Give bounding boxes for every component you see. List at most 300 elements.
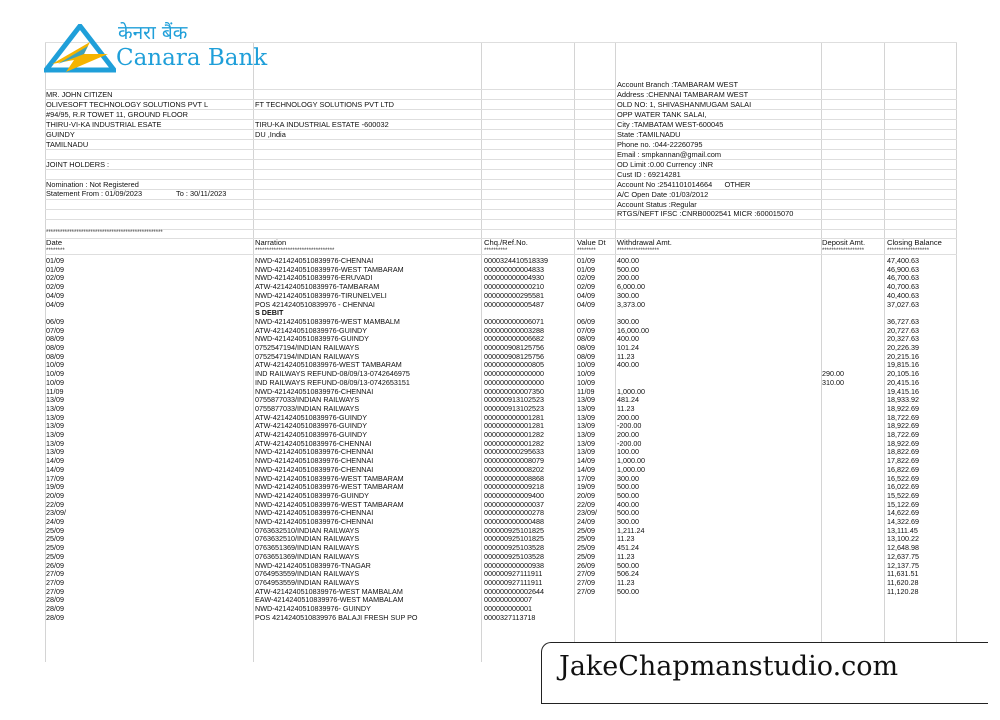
row-withdrawal: 1,000.00: [617, 457, 645, 466]
row-date: 25/09: [46, 535, 64, 544]
row-value-date: 13/09: [577, 404, 595, 413]
row-closing-balance: 46,900.63: [887, 265, 919, 274]
row-closing-balance: 46,700.63: [887, 274, 919, 283]
row-closing-balance: 19,815.16: [887, 361, 919, 370]
row-value-date: 10/09: [577, 361, 595, 370]
row-value-date: 25/09: [577, 526, 595, 535]
row-narration: ATW-4214240510839976-WEST MAMBALAM: [255, 587, 403, 596]
row-chq-ref: 000000000002644: [484, 587, 544, 596]
table-row: [0, 475, 1000, 483]
table-row: [0, 422, 1000, 430]
row-chq-ref: 000000000007: [484, 596, 532, 605]
row-withdrawal: 11.23: [617, 352, 635, 361]
table-row: [0, 327, 1000, 335]
table-row: [0, 388, 1000, 396]
row-narration: NWD-4214240510839976-GUINDY: [255, 491, 369, 500]
row-date: 04/09: [46, 291, 64, 300]
row-withdrawal: 500.00: [617, 561, 639, 570]
row-closing-balance: 11,620.28: [887, 578, 919, 587]
row-chq-ref: 000000000295633: [484, 448, 544, 457]
header-date: Date: [46, 238, 63, 247]
row-date: 26/09: [46, 561, 64, 570]
row-withdrawal: 11.23: [617, 578, 635, 587]
bank-name-english: Canara Bank: [116, 45, 268, 71]
row-withdrawal: 1,000.00: [617, 465, 645, 474]
row-narration: 0763651369/INDIAN RAILWAYS: [255, 552, 360, 561]
account-line: Account Status :Regular: [617, 200, 697, 209]
row-withdrawal: 200.00: [617, 431, 639, 439]
row-narration: 0752547194/INDIAN RAILWAYS: [255, 352, 360, 361]
row-withdrawal: 400.00: [617, 500, 639, 509]
row-narration: NWD-4214240510839976-CHENNAI: [255, 387, 374, 396]
table-row: [0, 405, 1000, 413]
table-row: [0, 396, 1000, 404]
row-chq-ref: 000000925101825: [484, 535, 544, 544]
row-value-date: 27/09: [577, 587, 595, 596]
row-chq-ref: 000000000006071: [484, 317, 544, 326]
row-closing-balance: 36,727.63: [887, 317, 919, 326]
row-narration: 0755877033/INDIAN RAILWAYS: [255, 396, 360, 405]
row-closing-balance: 16,022.69: [887, 483, 919, 492]
row-narration: 0763632510/INDIAN RAILWAYS: [255, 535, 360, 544]
row-value-date: 07/09: [577, 326, 595, 335]
customer-line: MR. JOHN CITIZEN: [46, 90, 113, 99]
row-closing-balance: 40,400.63: [887, 291, 919, 300]
row-value-date: 08/09: [577, 344, 595, 352]
table-row: [0, 414, 1000, 422]
row-withdrawal: 101.24: [617, 344, 639, 352]
account-line: Account No :2541101014664 OTHER: [617, 180, 751, 189]
row-closing-balance: 18,922.69: [887, 404, 919, 413]
table-row: [0, 518, 1000, 526]
account-line: OPP WATER TANK SALAI,: [617, 110, 707, 119]
table-row: [0, 292, 1000, 300]
row-chq-ref: 000000000008079: [484, 457, 544, 466]
table-row: [0, 257, 1000, 265]
header-narration: Narration: [255, 238, 287, 247]
separator-stars: **************************************************: [46, 230, 163, 236]
row-narration: NWD-4214240510839976-CHENNAI: [255, 518, 374, 526]
row-withdrawal: 11.23: [617, 404, 635, 413]
row-date: 25/09: [46, 544, 64, 553]
table-row: [0, 370, 1000, 378]
row-narration: ATW-4214240510839976-TAMBARAM: [255, 283, 380, 292]
row-narration: NWD-4214240510839976-CHENNAI: [255, 257, 374, 265]
row-withdrawal: 481.24: [617, 396, 639, 405]
row-chq-ref: 000000000006682: [484, 335, 544, 344]
row-date: 02/09: [46, 274, 64, 283]
header-withdrawal: Withdrawal Amt.: [617, 238, 672, 247]
table-row: [0, 431, 1000, 439]
row-withdrawal: 200.00: [617, 274, 639, 283]
row-withdrawal: 300.00: [617, 291, 639, 300]
row-date: 25/09: [46, 526, 64, 535]
row-date: 28/09: [46, 605, 64, 613]
row-narration: ATW-4214240510839976-CHENNAI: [255, 439, 372, 448]
row-chq-ref: 000000000000210: [484, 283, 544, 292]
row-closing-balance: 20,415.16: [887, 378, 919, 387]
row-narration: NWD-4214240510839976-CHENNAI: [255, 448, 374, 457]
row-narration: 0763632510/INDIAN RAILWAYS: [255, 526, 360, 535]
table-row: [0, 535, 1000, 543]
row-narration: 0763651369/INDIAN RAILWAYS: [255, 544, 360, 553]
row-value-date: 25/09: [577, 544, 595, 553]
account-line: City :TAMBATAM WEST-600045: [617, 120, 724, 129]
row-withdrawal: 400.00: [617, 257, 639, 265]
row-chq-ref: 000000925103528: [484, 552, 544, 561]
row-withdrawal: 16,000.00: [617, 326, 649, 335]
row-date: 27/09: [46, 578, 64, 587]
row-withdrawal: 1,000.00: [617, 387, 645, 396]
row-date: 13/09: [46, 413, 64, 422]
row-closing-balance: 13,100.22: [887, 535, 919, 544]
row-chq-ref: 000000000000000: [484, 370, 544, 379]
row-closing-balance: 12,137.75: [887, 561, 919, 570]
row-narration: ATW-4214240510839976-GUINDY: [255, 431, 368, 439]
header-deposit: Deposit Amt.: [822, 238, 866, 247]
row-chq-ref: 000000925103528: [484, 544, 544, 553]
row-value-date: 23/09/: [577, 509, 597, 518]
row-value-date: 01/09: [577, 257, 595, 265]
table-row: [0, 605, 1000, 613]
row-value-date: 04/09: [577, 300, 595, 309]
table-row: [0, 492, 1000, 500]
row-narration: ATW-4214240510839976-GUINDY: [255, 422, 368, 431]
row-value-date: 01/09: [577, 265, 595, 274]
row-narration: 0755877033/INDIAN RAILWAYS: [255, 404, 360, 413]
row-date: 24/09: [46, 518, 64, 526]
row-value-date: 10/09: [577, 370, 595, 379]
row-chq-ref: 000000000005487: [484, 300, 544, 309]
row-date: 13/09: [46, 404, 64, 413]
table-row: [0, 379, 1000, 387]
row-closing-balance: 20,226.39: [887, 344, 919, 352]
row-closing-balance: 18,933.92: [887, 396, 919, 405]
table-row: [0, 457, 1000, 465]
row-value-date: 08/09: [577, 352, 595, 361]
row-date: 19/09: [46, 483, 64, 492]
row-value-date: 04/09: [577, 291, 595, 300]
row-date: 01/09: [46, 265, 64, 274]
row-narration: NWD-4214240510839976-CHENNAI: [255, 509, 374, 518]
table-row: [0, 553, 1000, 561]
row-narration: POS 4214240510839976 - CHENNAI: [255, 300, 375, 309]
watermark-text: JakeChapmanstudio.com: [559, 651, 899, 682]
row-narration: IND RAILWAYS REFUND-08/09/13-0742653151: [255, 378, 410, 387]
row-chq-ref: 000000913102523: [484, 396, 544, 405]
header-stars: ********: [577, 248, 596, 254]
row-closing-balance: 15,122.69: [887, 500, 919, 509]
row-closing-balance: 16,522.69: [887, 474, 919, 483]
row-chq-ref: 0000327113718: [484, 613, 536, 622]
row-withdrawal: 300.00: [617, 474, 639, 483]
row-narration: NWD-4214240510839976-WEST MAMBALM: [255, 317, 400, 326]
row-closing-balance: 16,822.69: [887, 465, 919, 474]
row-closing-balance: 13,111.45: [887, 526, 918, 535]
row-chq-ref: 000000000000805: [484, 361, 544, 370]
row-value-date: 27/09: [577, 578, 595, 587]
row-chq-ref: 000000000009400: [484, 491, 544, 500]
row-date: 13/09: [46, 439, 64, 448]
row-chq-ref: 000000913102523: [484, 404, 544, 413]
row-closing-balance: 20,215.16: [887, 352, 919, 361]
customer-line: GUINDY: [46, 130, 75, 139]
row-closing-balance: 20,727.63: [887, 326, 919, 335]
row-value-date: 24/09: [577, 518, 595, 526]
table-row: [0, 274, 1000, 282]
row-chq-ref: 000000000001282: [484, 439, 544, 448]
table-row: [0, 509, 1000, 517]
row-value-date: 02/09: [577, 283, 595, 292]
table-row: [0, 614, 1000, 622]
account-line: RTGS/NEFT IFSC :CNRB0002541 MICR :600015070: [617, 209, 794, 218]
account-line: Email : smpkannan@gmail.com: [617, 150, 722, 159]
table-row: [0, 283, 1000, 291]
row-narration: S DEBIT: [255, 309, 284, 318]
customer-line: THIRU-VI-KA INDUSTRIAL ESATE: [46, 120, 162, 129]
row-value-date: 13/09: [577, 422, 595, 431]
row-value-date: 10/09: [577, 378, 595, 387]
row-deposit: 290.00: [822, 370, 844, 379]
row-date: 04/09: [46, 300, 64, 309]
row-closing-balance: 40,700.63: [887, 283, 919, 292]
row-date: 28/09: [46, 613, 64, 622]
row-withdrawal: 3,373.00: [617, 300, 645, 309]
row-withdrawal: 400.00: [617, 335, 639, 344]
account-line: Address :CHENNAI TAMBARAM WEST: [617, 90, 749, 99]
row-date: 27/09: [46, 587, 64, 596]
company-name: FT TECHNOLOGY SOLUTIONS PVT LTD: [255, 100, 394, 109]
row-closing-balance: 18,822.69: [887, 448, 919, 457]
row-chq-ref: 000000927111911: [484, 570, 543, 579]
row-narration: EAW-4214240510839976-WEST MAMBALAM: [255, 596, 404, 605]
row-closing-balance: 15,522.69: [887, 491, 919, 500]
row-value-date: 08/09: [577, 335, 595, 344]
row-date: 13/09: [46, 448, 64, 457]
account-line: OLD NO: 1, SHIVASHANMUGAM SALAI: [617, 100, 752, 109]
row-date: 02/09: [46, 283, 64, 292]
account-line: State :TAMILNADU: [617, 130, 681, 139]
table-row: [0, 335, 1000, 343]
row-date: 10/09: [46, 370, 64, 379]
table-row: [0, 544, 1000, 552]
row-value-date: 02/09: [577, 274, 595, 283]
row-withdrawal: 6,000.00: [617, 283, 645, 292]
row-date: 13/09: [46, 422, 64, 431]
account-line: Phone no. :044-22260795: [617, 140, 703, 149]
row-closing-balance: 20,327.63: [887, 335, 919, 344]
table-row: [0, 483, 1000, 491]
row-chq-ref: 000000000001282: [484, 431, 544, 439]
table-row: [0, 588, 1000, 596]
bank-name-hindi: केनरा बैंक: [118, 22, 188, 44]
statement-to: To : 30/11/2023: [176, 189, 227, 198]
table-row: [0, 309, 1000, 317]
row-withdrawal: 100.00: [617, 448, 639, 457]
row-closing-balance: 11,631.51: [887, 570, 919, 579]
table-row: [0, 579, 1000, 587]
row-date: 14/09: [46, 465, 64, 474]
header-stars: **********************************: [255, 248, 335, 254]
row-closing-balance: 37,027.63: [887, 300, 919, 309]
row-narration: NWD-4214240510839976-CHENNAI: [255, 465, 374, 474]
account-line: A/C Open Date :01/03/2012: [617, 190, 709, 199]
table-row: [0, 501, 1000, 509]
row-chq-ref: 000000908125756: [484, 352, 544, 361]
row-narration: 0764953559/INDIAN RAILWAYS: [255, 578, 360, 587]
table-row: [0, 448, 1000, 456]
row-chq-ref: 000000000001281: [484, 413, 544, 422]
row-closing-balance: 18,922.69: [887, 439, 919, 448]
table-row: [0, 361, 1000, 369]
row-closing-balance: 19,415.16: [887, 387, 919, 396]
row-date: 14/09: [46, 457, 64, 466]
customer-line: #94/95, R.R TOWET 11, GROUND FLOOR: [46, 110, 188, 119]
header-value-date: Value Dt: [577, 238, 606, 247]
row-narration: ATW-4214240510839976-GUINDY: [255, 326, 368, 335]
row-chq-ref: 000000000000037: [484, 500, 544, 509]
row-narration: NWD-4214240510839976-WEST TAMBARAM: [255, 265, 404, 274]
table-row: [0, 570, 1000, 578]
row-chq-ref: 0000324410518339: [484, 257, 548, 265]
row-closing-balance: 14,322.69: [887, 518, 919, 526]
table-row: [0, 440, 1000, 448]
account-line: OD Limit :0.00 Currency :INR: [617, 160, 714, 169]
row-value-date: 14/09: [577, 457, 595, 466]
account-line: Cust ID : 69214281: [617, 170, 681, 179]
row-withdrawal: 500.00: [617, 265, 639, 274]
row-date: 08/09: [46, 352, 64, 361]
row-value-date: 13/09: [577, 431, 595, 439]
row-closing-balance: 11,120.28: [887, 587, 919, 596]
row-date: 08/09: [46, 344, 64, 352]
row-deposit: 310.00: [822, 378, 844, 387]
row-narration: NWD-4214240510839976- GUINDY: [255, 605, 371, 613]
header-stars: ********: [46, 248, 65, 254]
row-withdrawal: 500.00: [617, 587, 639, 596]
row-chq-ref: 000000000001: [484, 605, 532, 613]
row-chq-ref: 000000000008868: [484, 474, 544, 483]
table-row: [0, 344, 1000, 352]
row-date: 10/09: [46, 361, 64, 370]
account-line: Account Branch :TAMBARAM WEST: [617, 80, 739, 89]
customer-line: TAMILNADU: [46, 140, 89, 149]
row-chq-ref: 000000000003288: [484, 326, 544, 335]
row-narration: NWD-4214240510839976-WEST TAMBARAM: [255, 474, 404, 483]
row-value-date: 27/09: [577, 570, 595, 579]
row-value-date: 13/09: [577, 413, 595, 422]
table-row: [0, 318, 1000, 326]
row-withdrawal: 300.00: [617, 317, 639, 326]
header-chq-ref: Chq./Ref.No.: [484, 238, 528, 247]
row-value-date: 13/09: [577, 439, 595, 448]
header-stars: ******************: [617, 248, 660, 254]
row-narration: IND RAILWAYS REFUND-08/09/13-0742646975: [255, 370, 410, 379]
row-chq-ref: 000000000001281: [484, 422, 544, 431]
row-closing-balance: 18,722.69: [887, 431, 919, 439]
row-date: 28/09: [46, 596, 64, 605]
row-date: 13/09: [46, 431, 64, 439]
company-address: TIRU-KA INDUSTRIAL ESTATE -600032: [255, 120, 389, 129]
row-withdrawal: 400.00: [617, 361, 639, 370]
row-withdrawal: 500.00: [617, 483, 639, 492]
row-closing-balance: 20,105.16: [887, 370, 919, 379]
row-date: 17/09: [46, 474, 64, 483]
row-withdrawal: 11.23: [617, 535, 635, 544]
row-withdrawal: 200.00: [617, 413, 639, 422]
row-value-date: 17/09: [577, 474, 595, 483]
joint-holders-label: JOINT HOLDERS :: [46, 160, 110, 169]
header-stars: ******************: [822, 248, 865, 254]
header-stars: **********: [484, 248, 508, 254]
row-chq-ref: 000000000007350: [484, 387, 544, 396]
row-narration: NWD-4214240510839976-WEST TAMBARAM: [255, 483, 404, 492]
row-date: 11/09: [46, 387, 64, 396]
row-chq-ref: 000000925101825: [484, 526, 544, 535]
row-chq-ref: 000000000000000: [484, 378, 544, 387]
row-value-date: 14/09: [577, 465, 595, 474]
statement-from: Statement From : 01/09/2023: [46, 189, 143, 198]
row-chq-ref: 000000000008202: [484, 465, 544, 474]
row-narration: NWD-4214240510839976-WEST TAMBARAM: [255, 500, 404, 509]
row-date: 13/09: [46, 396, 64, 405]
table-row: [0, 466, 1000, 474]
row-date: 06/09: [46, 317, 64, 326]
table-row: [0, 301, 1000, 309]
row-withdrawal: 500.00: [617, 491, 639, 500]
row-value-date: 20/09: [577, 491, 595, 500]
row-withdrawal: -200.00: [617, 422, 642, 431]
row-narration: ATW-4214240510839976-GUINDY: [255, 413, 368, 422]
row-date: 20/09: [46, 491, 64, 500]
row-closing-balance: 47,400.63: [887, 257, 919, 265]
row-chq-ref: 000000908125756: [484, 344, 544, 352]
table-row: [0, 562, 1000, 570]
row-closing-balance: 12,637.75: [887, 552, 919, 561]
row-withdrawal: 500.00: [617, 509, 639, 518]
row-date: 07/09: [46, 326, 64, 335]
table-row: [0, 353, 1000, 361]
row-narration: NWD-4214240510839976-ERUVADI: [255, 274, 373, 283]
company-country: DU ,India: [255, 130, 286, 139]
nomination-status: Nomination : Not Registered: [46, 180, 139, 189]
row-value-date: 22/09: [577, 500, 595, 509]
header-closing-balance: Closing Balance: [887, 238, 942, 247]
row-closing-balance: 14,622.69: [887, 509, 919, 518]
row-withdrawal: 300.00: [617, 518, 639, 526]
watermark-box: [541, 642, 988, 704]
row-date: 01/09: [46, 257, 64, 265]
row-narration: NWD-4214240510839976-TIRUNELVELI: [255, 291, 387, 300]
table-row: [0, 527, 1000, 535]
row-closing-balance: 18,722.69: [887, 413, 919, 422]
row-date: 25/09: [46, 552, 64, 561]
row-value-date: 13/09: [577, 448, 595, 457]
row-value-date: 25/09: [577, 552, 595, 561]
row-value-date: 26/09: [577, 561, 595, 570]
row-narration: NWD-4214240510839976-GUINDY: [255, 335, 369, 344]
row-withdrawal: 11.23: [617, 552, 635, 561]
row-value-date: 13/09: [577, 396, 595, 405]
row-chq-ref: 000000000004930: [484, 274, 544, 283]
row-date: 23/09/: [46, 509, 66, 518]
row-withdrawal: 451.24: [617, 544, 639, 553]
row-narration: POS 4214240510839976 BALAJI FRESH SUP PO: [255, 613, 418, 622]
row-withdrawal: -200.00: [617, 439, 642, 448]
header-stars: ******************: [887, 248, 930, 254]
row-chq-ref: 000000000000278: [484, 509, 544, 518]
row-closing-balance: 17,822.69: [887, 457, 919, 466]
